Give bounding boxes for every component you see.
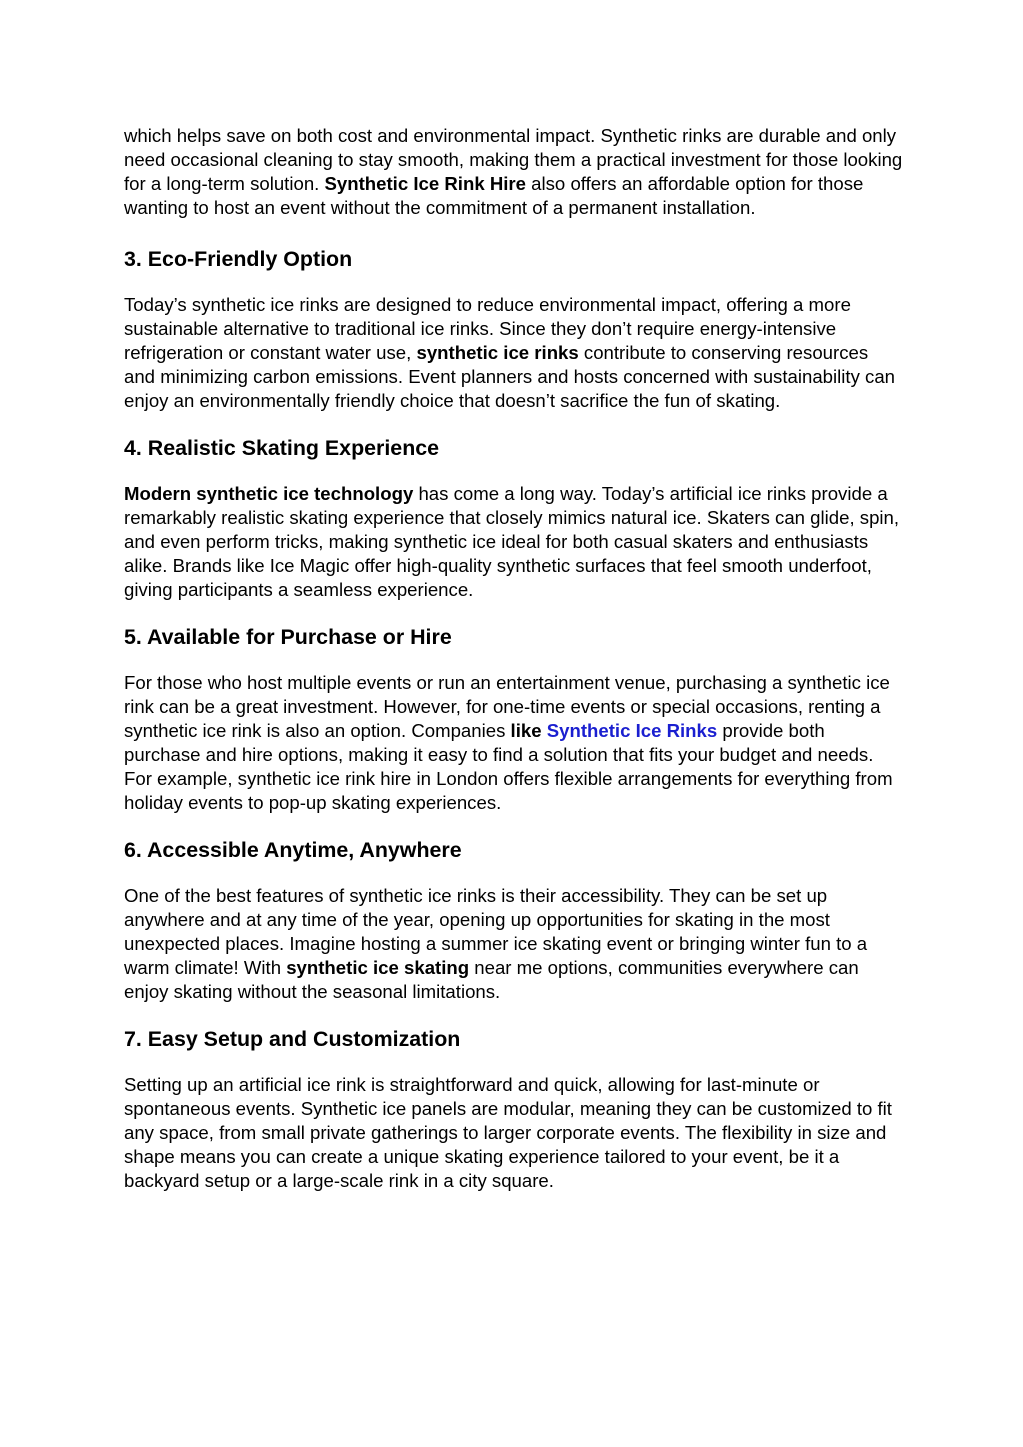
section-6-paragraph	[124, 884, 904, 1004]
intro-text-1: which helps save on both cost and environmental impact. Synthetic rinks are durable and only need occasional cleaning to stay smooth, making them a practical investment for those looking for a long-term solution.	[124, 125, 903, 194]
section-4-bold-phrase: Modern synthetic ice technology	[124, 483, 414, 504]
intro-text-2: also offers an affordable option for those wanting to host an event without the commitment of a permanent installation.	[124, 173, 864, 218]
section-3-text-2: contribute to conserving resources and minimizing carbon emissions. Event planners and hosts concerned with sustainability can enjoy an environmentally friendly choice that doesn’t sacrifice the fun of skating.	[124, 342, 896, 411]
section-6-text-1: One of the best features of synthetic ice rinks is their accessibility. They can be set up anywhere and at any time of the year, opening up opportunities for skating in the most unexpected places. Imagine hosting a summer ice skating event or bringing winter fun to a warm climate! With	[124, 885, 868, 978]
document-page	[124, 124, 904, 1214]
section-6-bold-phrase: synthetic ice skating	[286, 957, 470, 978]
section-7-heading: 7. Easy Setup and Customization	[124, 1027, 461, 1051]
section-5-heading: 5. Available for Purchase or Hire	[124, 625, 452, 649]
intro-bold-phrase: Synthetic Ice Rink Hire	[324, 173, 526, 194]
synthetic-ice-rinks-link[interactable]: Synthetic Ice Rinks	[546, 720, 718, 741]
section-7-text-1: Setting up an artificial ice rink is straightforward and quick, allowing for last-minute or spontaneous events. Synthetic ice panels are modular, meaning they can be customized to fit any space, from small private gatherings to larger corporate events. The flexibility in size and shape means you can create a unique skating experience tailored to your event, be it a backyard setup or a large-scale rink in a city square.	[124, 1074, 892, 1191]
section-4-heading: 4. Realistic Skating Experience	[124, 436, 440, 460]
section-3-bold-phrase: synthetic ice rinks	[416, 342, 579, 363]
section-6-text-2: near me options, communities everywhere can enjoy skating without the seasonal limitations.	[124, 957, 859, 1002]
section-3-heading: 3. Eco-Friendly Option	[124, 247, 353, 271]
section-4-paragraph	[124, 482, 904, 602]
section-6-heading: 6. Accessible Anytime, Anywhere	[124, 838, 462, 862]
section-3-paragraph	[124, 293, 904, 413]
section-5-bold-word: like	[510, 720, 542, 741]
section-5-text-1: For those who host multiple events or run an entertainment venue, purchasing a synthetic ice rink can be a great investment. However, for one-time events or special occasions, renting a synthetic ice rink is also an option. Companies	[124, 672, 890, 741]
section-7-paragraph	[124, 1073, 904, 1193]
section-5-text-2: provide both purchase and hire options, making it easy to find a solution that fits your budget and needs. For example, synthetic ice rink hire in London offers flexible arrangements for everything from holiday events to pop-up skating experiences.	[124, 720, 893, 813]
section-5-paragraph	[124, 671, 904, 815]
section-4-text-1: has come a long way. Today’s artificial ice rinks provide a remarkably realistic skating experience that closely mimics natural ice. Skaters can glide, spin, and even perform tricks, making synthetic ice ideal for both casual skaters and enthusiasts alike. Brands like Ice Magic offer high-quality synthetic surfaces that feel smooth underfoot, giving participants a seamless experience.	[124, 483, 900, 600]
section-3-text-1: Today’s synthetic ice rinks are designed to reduce environmental impact, offering a more sustainable alternative to traditional ice rinks. Since they don’t require energy-intensive refrigeration or constant water use,	[124, 294, 851, 363]
intro-paragraph	[124, 124, 904, 220]
